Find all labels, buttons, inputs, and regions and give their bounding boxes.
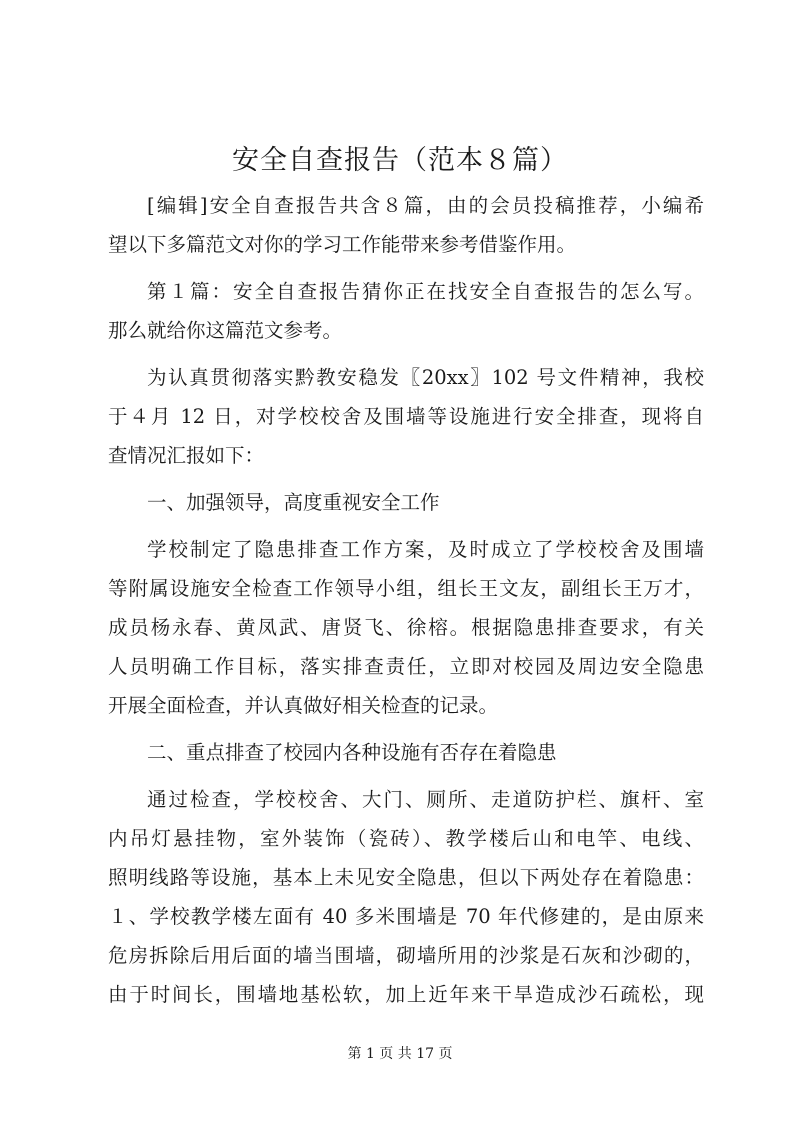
body-line: 成员杨永春、黄凤武、唐贤飞、徐榕。根据隐患排查要求，有关 [108,616,704,639]
body-line: 通过检查，学校校舍、大门、厕所、走道防护栏、旗杆、室 [147,788,704,811]
page-footer: 第 1 页 共 17 页 [347,1046,453,1062]
body-line: 照明线路等设施，基本上未见安全隐患，但以下两处存在着隐患： [108,866,704,889]
document-title: 安全自查报告（范本８篇） [232,145,568,176]
body-line: 危房拆除后用后面的墙当围墙，砌墙所用的沙浆是石灰和沙砌的， [108,944,704,967]
body-line: 为认真贯彻落实黔教安稳发〖20xx〗102 号文件精神，我校 [147,366,704,389]
body-line: 内吊灯悬挂物，室外装饰（瓷砖）、教学楼后山和电竿、电线、 [108,827,704,850]
body-line: 查情况汇报如下： [108,444,265,467]
document-body [108,186,704,1014]
section-heading: 二、重点排查了校园内各种设施有否存在着隐患 [147,741,557,764]
body-line: 第１篇：安全自查报告猜你正在找安全自查报告的怎么写。 [147,280,704,303]
body-line: 学校制定了隐患排查工作方案，及时成立了学校校舍及围墙 [147,538,704,561]
body-line: 等附属设施安全检查工作领导小组，组长王文友，副组长王万才， [108,577,704,600]
body-line: 望以下多篇范文对你的学习工作能带来参考借鉴作用。 [108,233,577,256]
body-line: 开展全面检查，并认真做好相关检查的记录。 [108,694,499,717]
body-line: [编辑]安全自查报告共含８篇，由的会员投稿推荐，小编希 [147,194,704,217]
body-line: １、学校教学楼左面有 40 多米围墙是 70 年代修建的，是由原来 [108,905,704,928]
body-line: 由于时间长，围墙地基松软，加上近年来干旱造成沙石疏松，现 [108,983,704,1006]
body-line: 那么就给你这篇范文参考。 [108,319,343,342]
body-line: 人员明确工作目标，落实排查责任，立即对校园及周边安全隐患 [108,655,704,678]
section-heading: 一、加强领导，高度重视安全工作 [147,491,440,514]
body-line: 于４月 12 日，对学校校舍及围墙等设施进行安全排查，现将自 [108,405,704,428]
